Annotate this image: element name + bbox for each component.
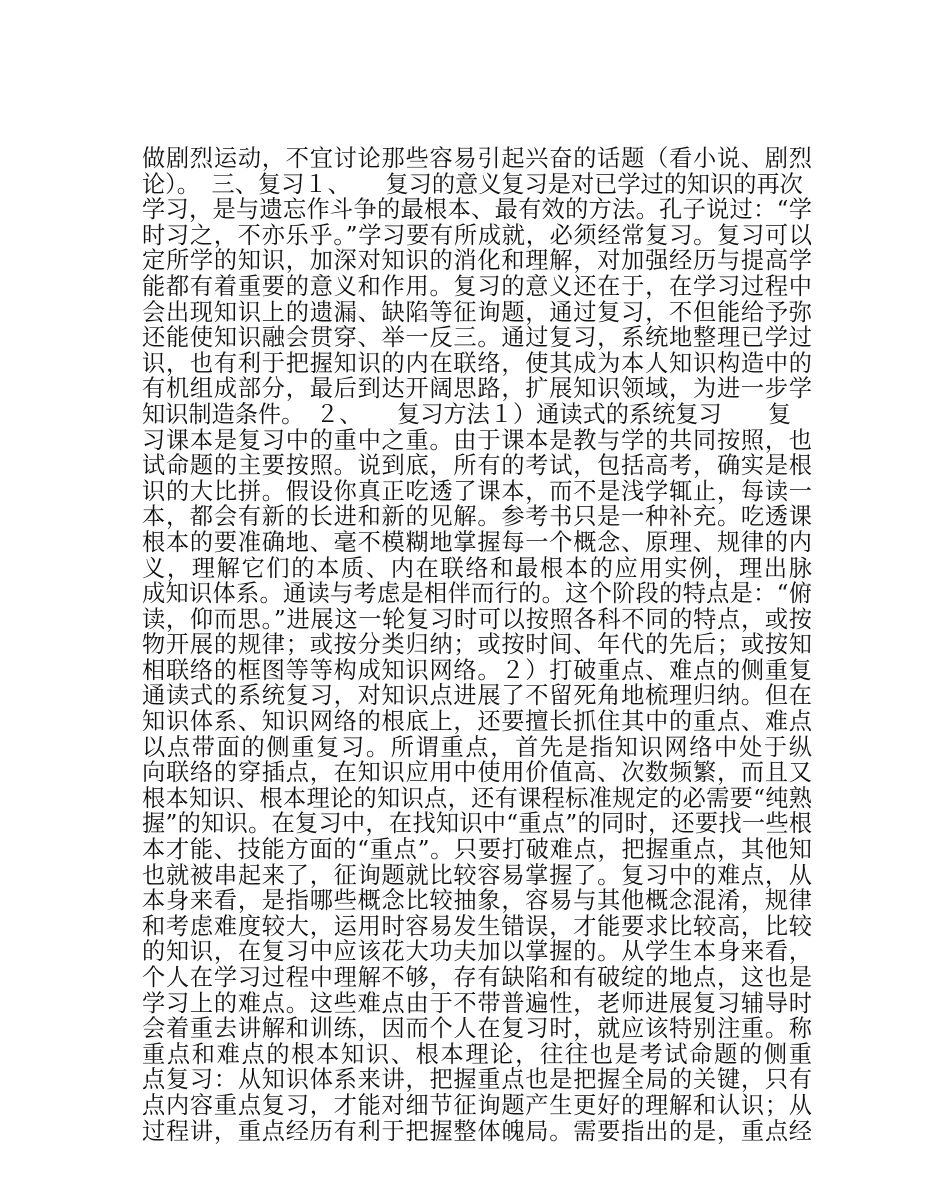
text-line: 和考虑难度较大，运用时容易发生错误，才能要求比较高，比较: [142, 913, 812, 940]
text-line: 义，理解它们的本质、内在联络和最根本的应用实例，理出脉: [142, 555, 812, 582]
text-line: 重点和难点的根本知识、根本理论，往往也是考试命题的侧重: [142, 1041, 812, 1068]
text-line: 读，仰而思。”进展这一轮复习时可以按照各科不同的特点，或按: [142, 606, 812, 633]
text-line: 习课本是复习中的重中之重。由于课本是教与学的共同按照，也: [142, 427, 812, 454]
text-line: 本才能、技能方面的“重点”。只要打破难点，把握重点，其他知: [142, 837, 812, 863]
text-line: 根本知识、根本理论的知识点，还有课程标准规定的必需要“纯熟: [142, 785, 812, 812]
text-line: 做剧烈运动，不宜讨论那些容易引起兴奋的话题（看小说、剧烈: [142, 146, 812, 172]
text-line: 点复习：从知识体系来讲，把握重点也是把握全局的关键，只有: [142, 1067, 812, 1093]
text-line: 的知识，在复习中应该花大功夫加以掌握的。从学生本身来看，: [142, 939, 812, 965]
text-line: 定所学的知识，加深对知识的消化和理解，对加强经历与提高学: [142, 248, 812, 274]
text-line: 本身来看，是指哪些概念比较抽象，容易与其他概念混淆，规律: [142, 888, 812, 914]
text-line: 知识制造条件。 ２、 复习方法１）通读式的系统复习 复: [142, 401, 792, 428]
body-text: [142, 146, 812, 1144]
text-line: 会着重去讲解和训练，因而个人在复习时，就应该特别注重。称: [142, 1016, 812, 1042]
text-line: 识，也有利于把握知识的内在联络，使其成为本人知识构造中的: [142, 350, 812, 377]
text-line: 个人在学习过程中理解不够，存有缺陷和有破绽的地点，这也是: [142, 965, 812, 991]
text-line: 学习上的难点。这些难点由于不带普遍性，老师进展复习辅导时: [142, 990, 812, 1017]
text-line: 向联络的穿插点，在知识应用中使用价值高、次数频繁，而且又: [142, 760, 812, 786]
text-line: 本，都会有新的长进和新的见解。参考书只是一种补充。吃透课: [142, 504, 812, 530]
text-line: 过程讲，重点经历有利于把握整体魄局。需要指出的是，重点经: [142, 1118, 812, 1145]
text-line: 物开展的规律；或按分类归纳；或按时间、年代的先后；或按知: [142, 632, 812, 658]
text-line: 能都有着重要的意义和作用。复习的意义还在于，在学习过程中: [142, 273, 812, 300]
text-line: 通读式的系统复习，对知识点进展了不留死角地梳理归纳。但在: [142, 683, 812, 710]
text-line: 以点带面的侧重复习。所谓重点，首先是指知识网络中处于纵: [142, 734, 812, 761]
text-line: 会出现知识上的遗漏、缺陷等征询题，通过复习，不但能给予弥: [142, 299, 812, 326]
text-line: 相联络的框图等等构成知识网络。２）打破重点、难点的侧重复: [142, 657, 812, 684]
text-line: 学习，是与遗忘作斗争的最根本、最有效的方法。孔子说过：“学: [142, 197, 812, 223]
text-line: 试命题的主要按照。说到底，所有的考试，包括高考，确实是根: [142, 453, 812, 479]
text-line: 论）。 三、复习１、 复习的意义复习是对已学过的知识的再次: [142, 171, 803, 198]
text-line: 知识体系、知识网络的根底上，还要擅长抓住其中的重点、难点: [142, 709, 812, 735]
text-line: 点内容重点复习，才能对细节征询题产生更好的理解和认识；从: [142, 1092, 812, 1119]
text-line: 识的大比拼。假设你真正吃透了课本，而不是浅学辄止，每读一: [142, 478, 812, 505]
text-line: 时习之，不亦乐乎。”学习要有所成就，必须经常复习。复习可以: [142, 222, 812, 249]
text-line: 成知识体系。通读与考虑是相伴而行的。这个阶段的特点是：“俯: [142, 581, 812, 607]
text-line: 有机组成部分，最后到达开阔思路，扩展知识领域，为进一步学: [142, 376, 812, 402]
text-line: 握”的知识。在复习中，在找知识中“重点”的同时，还要找一些根: [142, 811, 812, 838]
text-line: 根本的要准确地、毫不模糊地掌握每一个概念、原理、规律的内: [142, 529, 812, 556]
text-line: 还能使知识融会贯穿、举一反三。通过复习，系统地整理已学过: [142, 325, 812, 351]
text-line: 也就被串起来了，征询题就比较容易掌握了。复习中的难点，从: [142, 862, 812, 889]
